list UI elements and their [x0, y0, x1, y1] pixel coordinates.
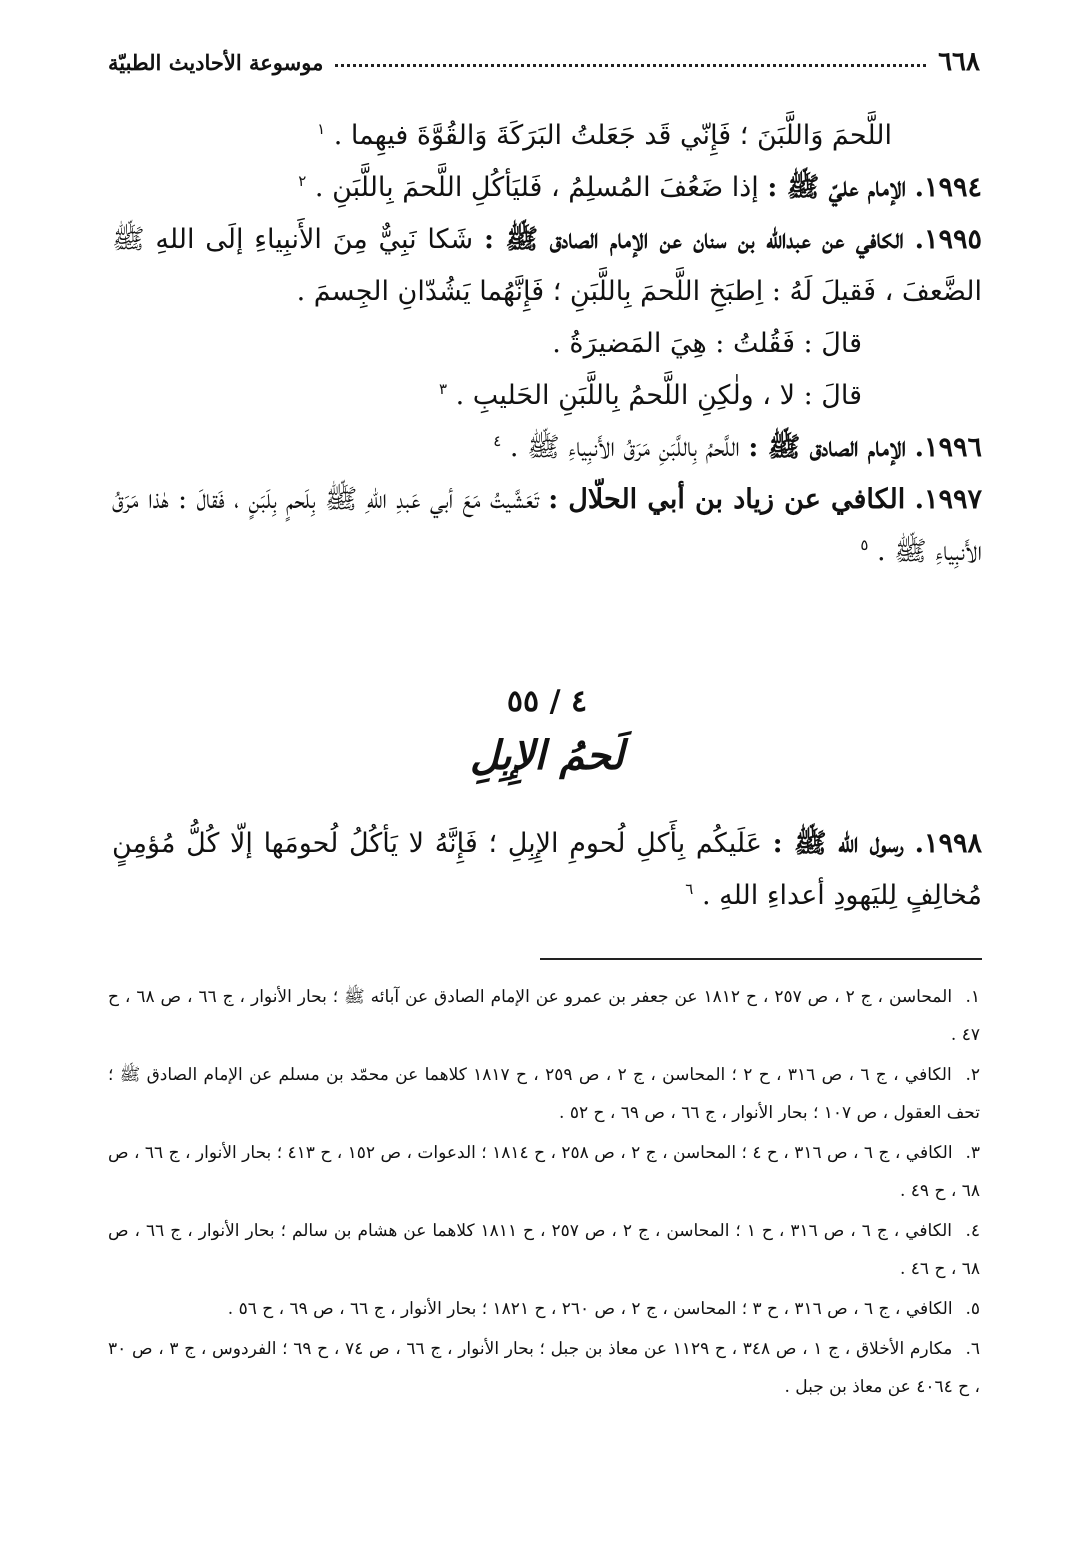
- section-heading: [112, 680, 982, 788]
- narrator: الإمام عليّ ﷺ :: [767, 172, 906, 203]
- hadith-text: اللَّحمُ بِاللَّبَنِ مَرَقُ الأَنبِياءِ ﷺ .: [509, 432, 740, 463]
- footnote-marker: ٢: [298, 172, 307, 190]
- footnote-number: ٣.: [965, 1143, 980, 1163]
- hadith-text: إذا ضَعُفَ المُسلِمُ ، فَليَأكُلِ اللَّحمَ بِاللَّبَنِ .: [314, 172, 759, 203]
- continuation-paragraph: [112, 110, 982, 162]
- page-number: ٦٦٨: [938, 47, 980, 77]
- footnote: [108, 1134, 980, 1210]
- running-header: [108, 42, 980, 82]
- hadith-text: عَلَيكُم بِأَكلِ لُحومِ الإِبِلِ ؛ فَإِنَّهُ لا يَأكُلُ لُحومَها إلّا كُلُّ مُؤمِنٍ مُخالِفٍ لِليَهودِ أعداءِ اللهِ .: [112, 828, 982, 911]
- footnote-marker: ١: [317, 120, 326, 138]
- footnote-number: ٤.: [965, 1221, 980, 1241]
- footnote-text: الكافي ، ج ٦ ، ص ٣١٦ ، ح ٣ ؛ المحاسن ، ج ٢ ، ص ٢٦٠ ، ح ١٨٢١ ؛ بحار الأنوار ، ج ٦٦ ، ص ٦٩ ، ح ٥٦ .: [227, 1299, 953, 1319]
- hadith-number: ١٩٩٧.: [914, 484, 982, 515]
- narrator: الإمام الصادق ﷺ :: [748, 432, 906, 463]
- hadith-number: ١٩٩٥.: [914, 224, 983, 255]
- narrator: رسول الله ﷺ :: [772, 828, 904, 859]
- footnote-text: المحاسن ، ج ٢ ، ص ٢٥٧ ، ح ١٨١٢ عن جعفر بن عمرو عن الإمام الصادق عن آبائه ﷺ ؛ بحار الأنوار ، ج ٦٦ ، ص ٦٨ ، ح ٤٧ .: [108, 987, 980, 1045]
- section-title: لَحمُ الإِبِلِ: [470, 732, 624, 779]
- hadith-paragraph: [112, 818, 982, 922]
- footnotes: [108, 978, 980, 1408]
- footnote: [108, 978, 980, 1054]
- hadith-text: شَكا نَبِيٌّ مِنَ الأَنبِياءِ إلَى اللهِ ﷺ الضَّعفَ ، فَقيلَ لَهُ : اِطبَخِ اللَّحمَ بِاللَّبَنِ ؛ فَإِنَّهُما يَشُدّانِ الجِسمَ .: [112, 224, 982, 307]
- paragraph-text: اللَّحمَ وَاللَّبَنَ ؛ فَإِنّي قَد جَعَلتُ البَرَكَةَ وَالقُوَّةَ فيهِما .: [333, 120, 892, 151]
- footnote-text: الكافي ، ج ٦ ، ص ٣١٦ ، ح ٤ ؛ المحاسن ، ج ٢ ، ص ٢٥٨ ، ح ١٨١٤ ؛ الدعوات ، ص ١٥٢ ، ح ٤١٣ ؛ بحار الأنوار ، ج ٦٦ ، ص ٦٨ ، ح ٤٩ .: [108, 1143, 980, 1201]
- footnote-text: الكافي ، ج ٦ ، ص ٣١٦ ، ح ٢ ؛ المحاسن ، ج ٢ ، ص ٢٥٩ ، ح ١٨١٧ كلاهما عن محمّد بن مسلم عن الإمام الصادق ﷺ ؛ تحف العقول ، ص ١٠٧ ؛ بحار الأنوار ، ج ٦٦ ، ص ٦٩ ، ح ٥٢ .: [108, 1065, 980, 1123]
- footnote: [108, 1290, 980, 1328]
- footnote: [108, 1056, 980, 1132]
- header-dot-leader: [335, 64, 926, 67]
- footnote: [108, 1330, 980, 1406]
- narrator: الكافي عن عبدالله بن سنان عن الإمام الصادق ﷺ :: [483, 224, 904, 255]
- footnote-marker: ٤: [493, 432, 502, 450]
- narrator: الكافي عن زياد بن أبي الحلّال :: [548, 484, 906, 515]
- main-text-continued: [112, 818, 982, 922]
- hadith-paragraph: [112, 214, 982, 318]
- footnote-marker: ٣: [438, 380, 448, 398]
- footnote-number: ٥.: [965, 1299, 980, 1319]
- indented-line: [112, 318, 982, 370]
- section-number: ٤ / ٥٥: [506, 684, 588, 719]
- footnote-marker: ٥: [860, 536, 869, 554]
- footnote-number: ١.: [965, 987, 980, 1007]
- hadith-number: ١٩٩٤.: [914, 172, 982, 203]
- hadith-text: تَعَشَّيتُ مَعَ أبي عَبدِ اللهِ ﷺ بِلَحمٍ بِلَبَنٍ ، فَقالَ : هٰذا مَرَقُ الأَنبِياءِ ﷺ .: [112, 484, 982, 567]
- indented-line: [112, 370, 982, 422]
- footnote-number: ٢.: [965, 1065, 981, 1085]
- footnote-marker: ٦: [685, 880, 694, 898]
- indented-text: قالَ : فَقُلتُ : هِيَ المَضيرَةُ .: [552, 328, 862, 359]
- footnote-number: ٦.: [965, 1339, 980, 1359]
- hadith-number: ١٩٩٦.: [914, 432, 982, 463]
- footnote-text: مكارم الأخلاق ، ج ١ ، ص ٣٤٨ ، ح ١١٢٩ عن معاذ بن جبل ؛ بحار الأنوار ، ج ٦٦ ، ص ٧٤ ، ح ٦٩ ؛ الفردوس ، ج ٣ ، ص ٣٠ ، ح ٤٠٦٤ عن معاذ بن جبل .: [108, 1339, 980, 1397]
- main-text: [112, 110, 982, 578]
- footnote-separator: [540, 958, 982, 960]
- footnote-text: الكافي ، ج ٦ ، ص ٣١٦ ، ح ١ ؛ المحاسن ، ج ٢ ، ص ٢٥٧ ، ح ١٨١١ كلاهما عن هشام بن سالم ؛ بحار الأنوار ، ج ٦٦ ، ص ٦٨ ، ح ٤٦ .: [108, 1221, 980, 1279]
- hadith-paragraph: [112, 162, 982, 214]
- book-title: موسوعة الأحاديث الطبيّة: [108, 49, 324, 75]
- hadith-paragraph: [112, 422, 982, 474]
- indented-text: قالَ : لا ، ولٰكِنِ اللَّحمُ بِاللَّبَنِ الحَليبِ .: [455, 380, 862, 411]
- hadith-paragraph: [112, 474, 982, 578]
- hadith-number: ١٩٩٨.: [914, 828, 982, 859]
- footnote: [108, 1212, 980, 1288]
